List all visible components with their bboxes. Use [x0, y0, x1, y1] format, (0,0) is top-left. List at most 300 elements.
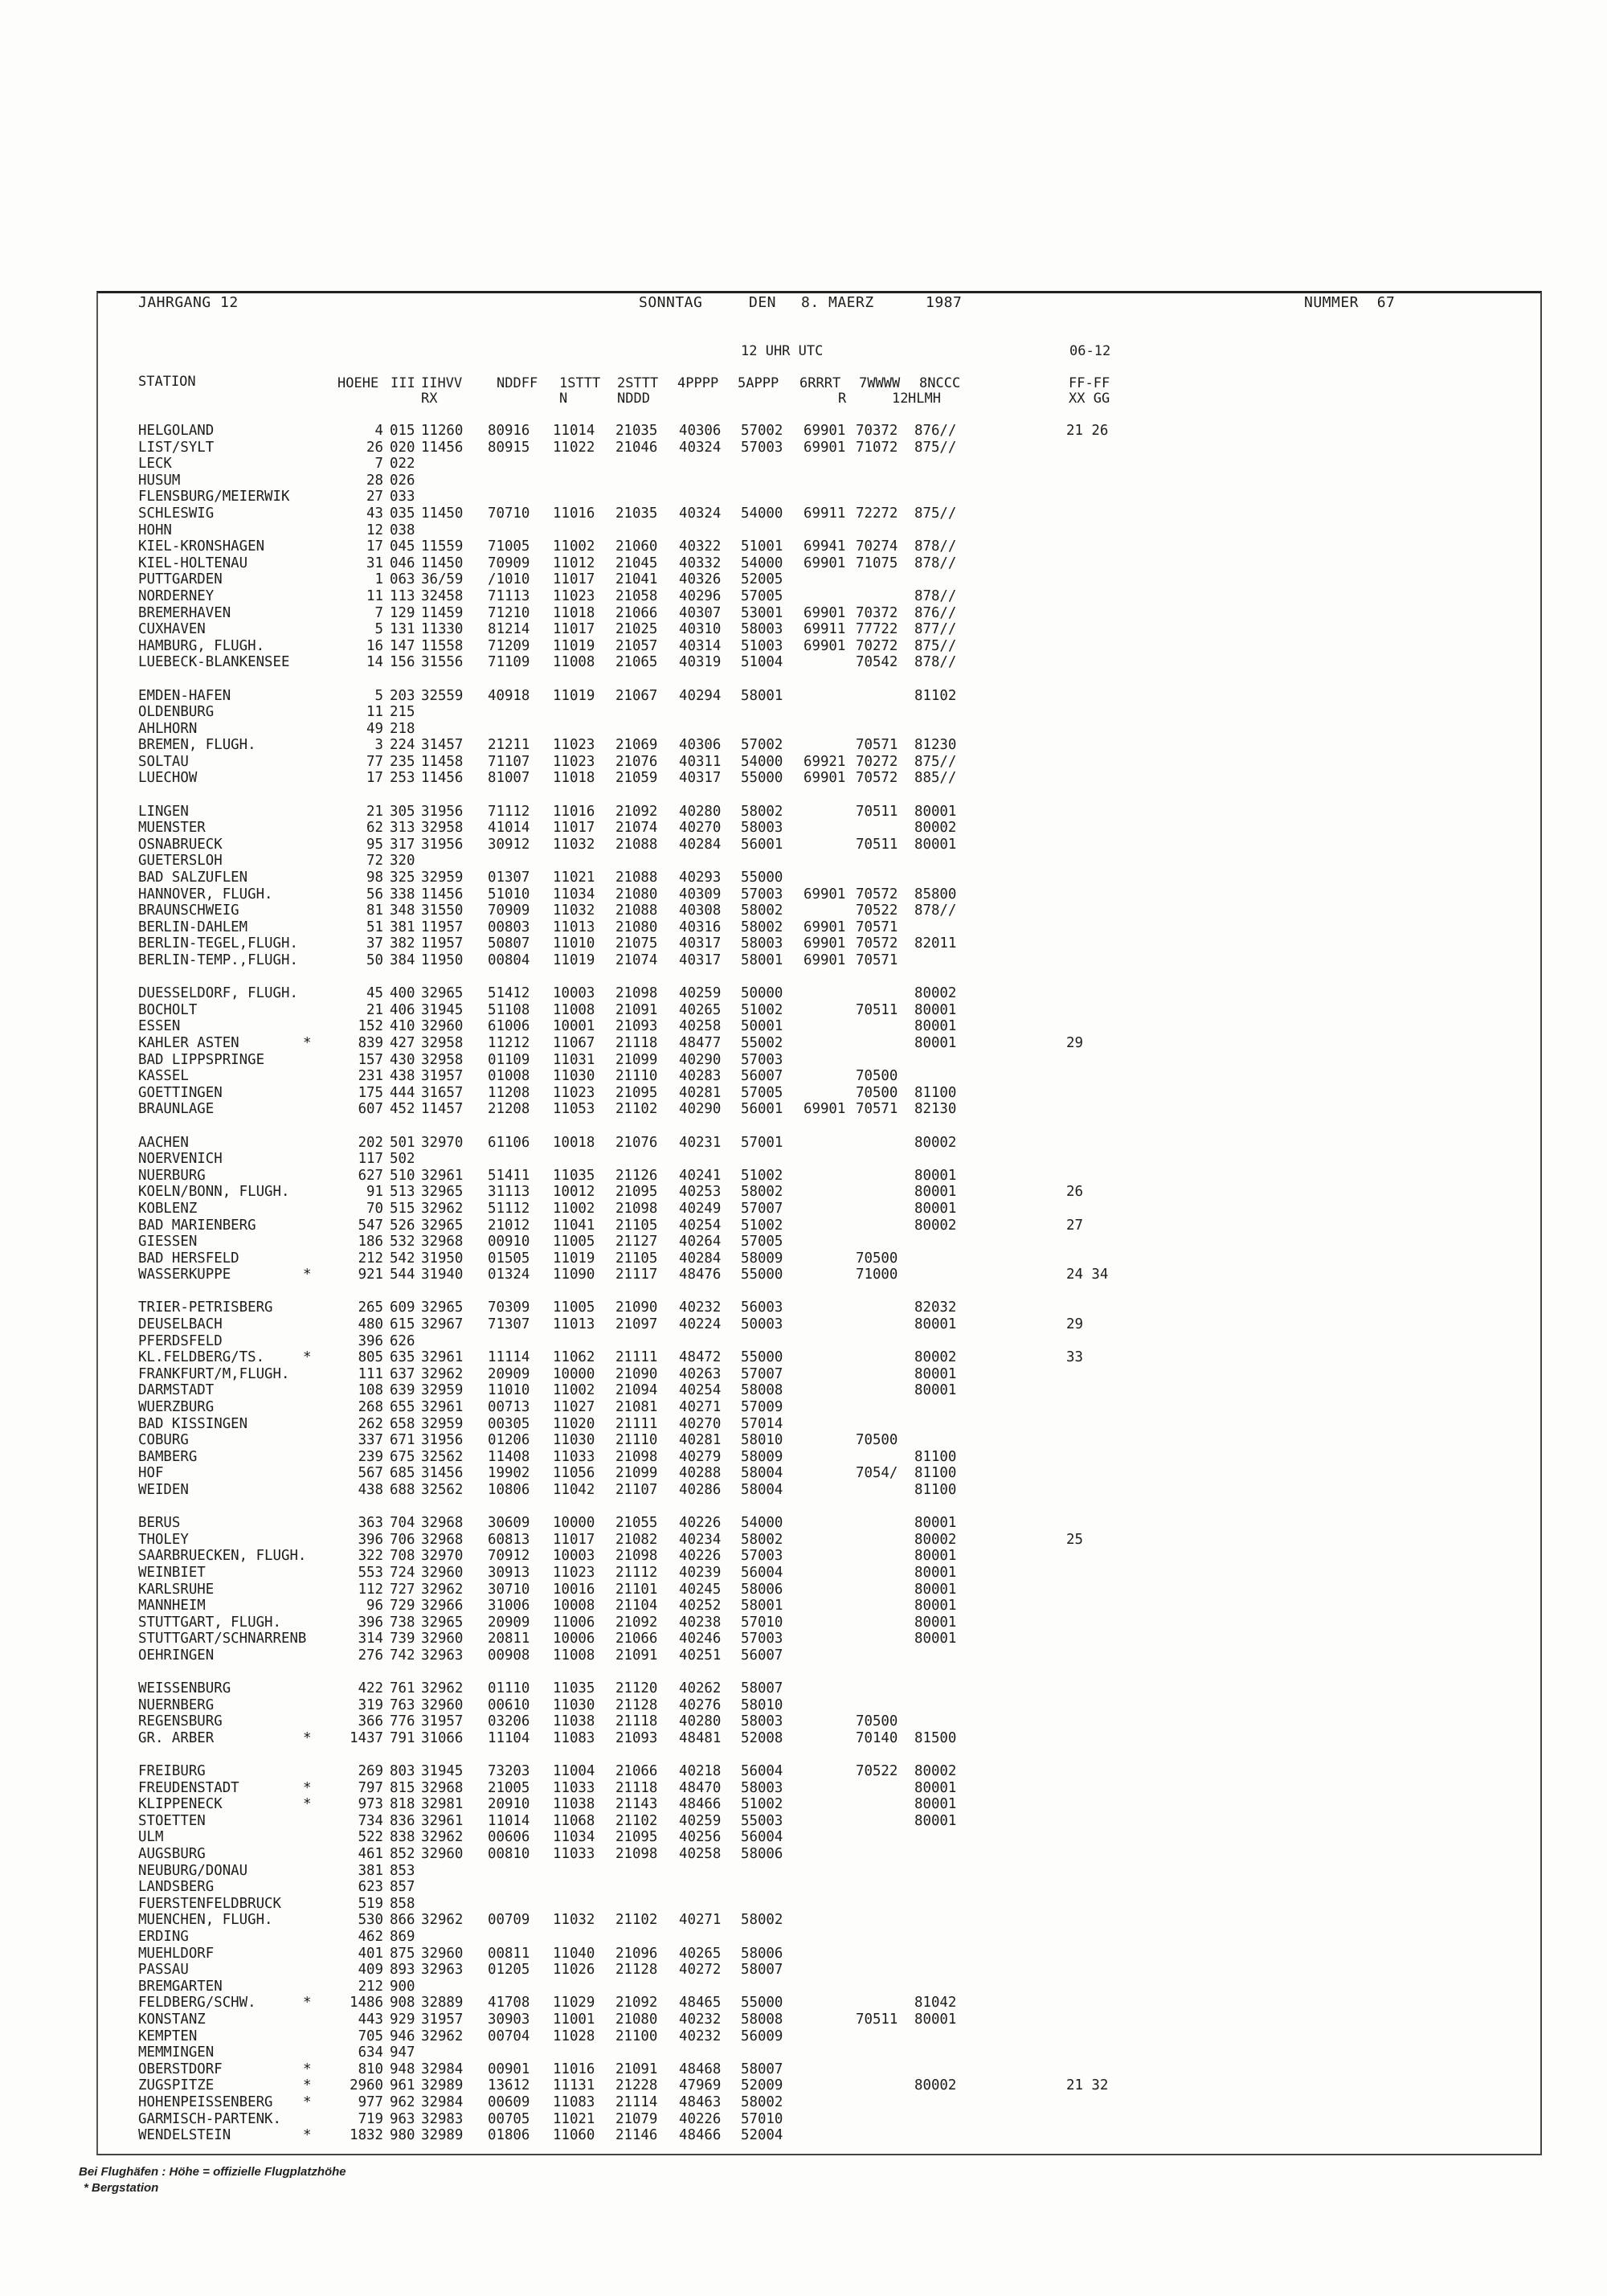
cell-iihvv: 32960 — [421, 1018, 464, 1035]
cell-5appp: 50001 — [741, 1018, 783, 1035]
cell-elevation: 26 — [366, 439, 383, 456]
cell-nddff: 00811 — [488, 1945, 530, 1962]
cell-station-id: 045 — [390, 538, 415, 555]
cell-elevation: 607 — [358, 1101, 383, 1118]
cell-elevation: 186 — [358, 1234, 383, 1250]
cell-station-id: 706 — [390, 1531, 415, 1548]
cell-station-name: NORDERNEY — [138, 587, 215, 604]
cell-nddff: /1010 — [488, 571, 530, 588]
cell-station-name: PASSAU — [138, 1962, 189, 1979]
cell-station-name: FELDBERG/SCHW. — [138, 1995, 256, 2012]
footnote-mountain-station: * Bergstation — [84, 2181, 159, 2195]
cell-1sttt: 11021 — [553, 870, 595, 886]
cell-station-id: 739 — [390, 1631, 415, 1647]
cell-station-name: HOHN — [138, 522, 172, 538]
cell-elevation: 70 — [366, 1200, 383, 1217]
cell-1sttt: 11019 — [553, 637, 595, 654]
cell-elevation: 12 — [366, 522, 383, 538]
cell-station-name: BERLIN-TEGEL,FLUGH. — [138, 935, 298, 952]
cell-station-name: NUERNBERG — [138, 1696, 215, 1713]
cell-nddff: 00713 — [488, 1399, 530, 1416]
cell-8nccc: 80002 — [914, 1531, 957, 1548]
cell-4pppp: 40281 — [679, 1084, 722, 1101]
cell-2sttt: 21067 — [615, 687, 658, 704]
cell-5appp: 51002 — [741, 1001, 783, 1018]
cell-2sttt: 21112 — [615, 1564, 658, 1581]
cell-4pppp: 40224 — [679, 1316, 722, 1333]
cell-nddff: 71109 — [488, 654, 530, 671]
cell-station-name: BREMEN, FLUGH. — [138, 737, 256, 754]
cell-station-name: TRIER-PETRISBERG — [138, 1299, 273, 1316]
cell-8nccc: 81230 — [914, 737, 957, 754]
cell-station-name: ESSEN — [138, 1018, 181, 1035]
cell-elevation: 212 — [358, 1250, 383, 1267]
cell-2sttt: 21102 — [615, 1912, 658, 1929]
cell-4pppp: 40249 — [679, 1200, 722, 1217]
cell-5appp: 55000 — [741, 1267, 783, 1283]
cell-ff-ff: 26 — [1066, 1184, 1083, 1201]
cell-6rrrt: 69901 — [804, 770, 846, 787]
cell-elevation: 443 — [358, 2012, 383, 2028]
cell-8nccc: 875// — [914, 505, 957, 522]
cell-nddff: 01008 — [488, 1068, 530, 1085]
cell-iihvv: 32970 — [421, 1134, 464, 1151]
cell-4pppp: 40256 — [679, 1829, 722, 1846]
cell-iihvv: 32559 — [421, 687, 464, 704]
cell-elevation: 705 — [358, 2028, 383, 2044]
cell-8nccc: 80001 — [914, 1184, 957, 1201]
cell-1sttt: 11023 — [553, 753, 595, 770]
cell-nddff: 51010 — [488, 886, 530, 902]
cell-5appp: 58006 — [741, 1581, 783, 1598]
cell-station-name: AACHEN — [138, 1134, 189, 1151]
cell-7wwww: 70500 — [856, 1713, 898, 1730]
cell-station-id: 063 — [390, 571, 415, 588]
cell-8nccc: 80001 — [914, 1200, 957, 1217]
cell-elevation: 117 — [358, 1151, 383, 1168]
cell-5appp: 56003 — [741, 1299, 783, 1316]
cell-nddff: 71113 — [488, 587, 530, 604]
cell-elevation: 623 — [358, 1879, 383, 1896]
cell-8nccc: 80001 — [914, 1812, 957, 1829]
cell-station-id: 946 — [390, 2028, 415, 2044]
cell-station-name: BAD HERSFELD — [138, 1250, 239, 1267]
cell-station-id: 727 — [390, 1581, 415, 1598]
cell-nddff: 21208 — [488, 1101, 530, 1118]
cell-iihvv: 32958 — [421, 1051, 464, 1068]
cell-5appp: 57005 — [741, 587, 783, 604]
cell-iihvv: 31950 — [421, 1250, 464, 1267]
cell-8nccc: 80001 — [914, 803, 957, 820]
cell-4pppp: 40264 — [679, 1234, 722, 1250]
cell-station-name: ZUGSPITZE — [138, 2077, 215, 2094]
cell-4pppp: 48477 — [679, 1034, 722, 1051]
cell-5appp: 58002 — [741, 803, 783, 820]
cell-6rrrt: 69901 — [804, 919, 846, 935]
cell-elevation: 567 — [358, 1465, 383, 1482]
cell-2sttt: 21093 — [615, 1729, 658, 1746]
cell-elevation: 49 — [366, 720, 383, 737]
cell-4pppp: 40271 — [679, 1399, 722, 1416]
cell-2sttt: 21088 — [615, 836, 658, 853]
cell-5appp: 57009 — [741, 1399, 783, 1416]
cell-4pppp: 40281 — [679, 1432, 722, 1449]
cell-iihvv: 32960 — [421, 1631, 464, 1647]
cell-station-id: 763 — [390, 1696, 415, 1713]
cell-station-name: HOF — [138, 1465, 164, 1482]
cell-2sttt: 21066 — [615, 604, 658, 621]
cell-5appp: 55000 — [741, 870, 783, 886]
cell-station-id: 948 — [390, 2061, 415, 2077]
cell-elevation: 16 — [366, 637, 383, 654]
cell-elevation: 276 — [358, 1647, 383, 1664]
cell-5appp: 50003 — [741, 1316, 783, 1333]
cell-station-name: ULM — [138, 1829, 164, 1846]
cell-nddff: 00704 — [488, 2028, 530, 2044]
cell-2sttt: 21094 — [615, 1382, 658, 1399]
cell-nddff: 00606 — [488, 1829, 530, 1846]
cell-station-name: BAD SALZUFLEN — [138, 870, 248, 886]
cell-8nccc: 878// — [914, 587, 957, 604]
cell-2sttt: 21104 — [615, 1598, 658, 1615]
cell-4pppp: 40290 — [679, 1051, 722, 1068]
cell-elevation: 77 — [366, 753, 383, 770]
cell-iihvv: 32562 — [421, 1482, 464, 1498]
cell-station-id: 046 — [390, 555, 415, 571]
cell-station-id: 776 — [390, 1713, 415, 1730]
cell-nddff: 73203 — [488, 1763, 530, 1780]
cell-nddff: 71107 — [488, 753, 530, 770]
cell-6rrrt: 69911 — [804, 621, 846, 638]
cell-station-id: 410 — [390, 1018, 415, 1035]
cell-8nccc: 885// — [914, 770, 957, 787]
cell-nddff: 71112 — [488, 803, 530, 820]
cell-2sttt: 21092 — [615, 1995, 658, 2012]
cell-2sttt: 21118 — [615, 1779, 658, 1796]
cell-8nccc: 81500 — [914, 1729, 957, 1746]
cell-iihvv: 32965 — [421, 1184, 464, 1201]
cell-2sttt: 21095 — [615, 1184, 658, 1201]
cell-station-id: 857 — [390, 1879, 415, 1896]
cell-4pppp: 40254 — [679, 1217, 722, 1234]
cell-5appp: 58003 — [741, 935, 783, 952]
cell-1sttt: 11023 — [553, 737, 595, 754]
cell-elevation: 1437 — [350, 1729, 383, 1746]
cell-station-name: LECK — [138, 456, 172, 473]
cell-nddff: 01806 — [488, 2127, 530, 2144]
cell-station-name: BERUS — [138, 1515, 181, 1532]
cell-station-id: 818 — [390, 1796, 415, 1813]
cell-2sttt: 21128 — [615, 1962, 658, 1979]
cell-6rrrt: 69901 — [804, 637, 846, 654]
cell-station-name: MANNHEIM — [138, 1598, 206, 1615]
cell-4pppp: 40218 — [679, 1763, 722, 1780]
cell-station-id: 929 — [390, 2012, 415, 2028]
cell-4pppp: 40232 — [679, 2028, 722, 2044]
cell-5appp: 51002 — [741, 1796, 783, 1813]
cell-5appp: 56001 — [741, 1101, 783, 1118]
cell-iihvv: 31957 — [421, 2012, 464, 2028]
cell-1sttt: 11005 — [553, 1299, 595, 1316]
cell-2sttt: 21101 — [615, 1581, 658, 1598]
cell-5appp: 56007 — [741, 1647, 783, 1664]
cell-4pppp: 48466 — [679, 1796, 722, 1813]
cell-elevation: 381 — [358, 1862, 383, 1879]
cell-nddff: 51411 — [488, 1167, 530, 1184]
cell-station-id: 704 — [390, 1515, 415, 1532]
cell-station-name: KOELN/BONN, FLUGH. — [138, 1184, 290, 1201]
cell-iihvv: 32962 — [421, 1200, 464, 1217]
cell-station-name: BAD KISSINGEN — [138, 1415, 248, 1432]
cell-station-name: COBURG — [138, 1432, 189, 1449]
cell-4pppp: 48468 — [679, 2061, 722, 2077]
cell-mountain-marker: * — [303, 1779, 312, 1796]
cell-1sttt: 11040 — [553, 1945, 595, 1962]
cell-7wwww: 70500 — [856, 1250, 898, 1267]
cell-8nccc: 80001 — [914, 1614, 957, 1631]
cell-iihvv: 32968 — [421, 1779, 464, 1796]
cell-mountain-marker: * — [303, 2127, 312, 2144]
cell-4pppp: 48481 — [679, 1729, 722, 1746]
cell-2sttt: 21076 — [615, 753, 658, 770]
cell-elevation: 396 — [358, 1332, 383, 1349]
cell-nddff: 00804 — [488, 952, 530, 968]
cell-station-id: 035 — [390, 505, 415, 522]
cell-8nccc: 80002 — [914, 1763, 957, 1780]
cell-mountain-marker: * — [303, 1995, 312, 2012]
cell-4pppp: 40288 — [679, 1465, 722, 1482]
cell-1sttt: 11019 — [553, 1250, 595, 1267]
cell-station-name: BERLIN-TEMP.,FLUGH. — [138, 952, 298, 968]
cell-4pppp: 40231 — [679, 1134, 722, 1151]
cell-nddff: 00910 — [488, 1234, 530, 1250]
cell-4pppp: 48476 — [679, 1267, 722, 1283]
cell-station-id: 761 — [390, 1680, 415, 1697]
cell-2sttt: 21076 — [615, 1134, 658, 1151]
cell-station-id: 742 — [390, 1647, 415, 1664]
cell-4pppp: 40311 — [679, 753, 722, 770]
cell-5appp: 51004 — [741, 654, 783, 671]
cell-1sttt: 11035 — [553, 1167, 595, 1184]
cell-6rrrt: 69911 — [804, 505, 846, 522]
cell-elevation: 21 — [366, 803, 383, 820]
cell-6rrrt: 69901 — [804, 423, 846, 439]
cell-2sttt: 21035 — [615, 423, 658, 439]
cell-5appp: 57005 — [741, 1084, 783, 1101]
cell-2sttt: 21066 — [615, 1763, 658, 1780]
cell-2sttt: 21127 — [615, 1234, 658, 1250]
cell-station-id: 853 — [390, 1862, 415, 1879]
cell-1sttt: 11013 — [553, 1316, 595, 1333]
cell-station-id: 313 — [390, 820, 415, 837]
cell-station-id: 544 — [390, 1267, 415, 1283]
cell-iihvv: 31456 — [421, 1465, 464, 1482]
cell-2sttt: 21060 — [615, 538, 658, 555]
cell-iihvv: 31957 — [421, 1713, 464, 1730]
cell-elevation: 50 — [366, 952, 383, 968]
cell-station-name: LANDSBERG — [138, 1879, 215, 1896]
cell-station-id: 510 — [390, 1167, 415, 1184]
cell-4pppp: 40326 — [679, 571, 722, 588]
cell-iihvv: 32962 — [421, 2028, 464, 2044]
cell-1sttt: 11062 — [553, 1349, 595, 1366]
cell-station-name: ERDING — [138, 1929, 189, 1946]
cell-station-id: 015 — [390, 423, 415, 439]
cell-1sttt: 11031 — [553, 1051, 595, 1068]
cell-iihvv: 31945 — [421, 1001, 464, 1018]
cell-5appp: 58002 — [741, 1531, 783, 1548]
cell-station-name: NUERBURG — [138, 1167, 206, 1184]
cell-5appp: 57007 — [741, 1200, 783, 1217]
cell-7wwww: 70500 — [856, 1084, 898, 1101]
cell-5appp: 57007 — [741, 1365, 783, 1382]
cell-2sttt: 21110 — [615, 1068, 658, 1085]
cell-station-name: AHLHORN — [138, 720, 198, 737]
cell-elevation: 734 — [358, 1812, 383, 1829]
cell-5appp: 55000 — [741, 1349, 783, 1366]
cell-5appp: 56001 — [741, 836, 783, 853]
date-label: 8. MAERZ — [801, 294, 874, 311]
cell-5appp: 58002 — [741, 1184, 783, 1201]
cell-station-name: MUEHLDORF — [138, 1945, 215, 1962]
cell-nddff: 20811 — [488, 1631, 530, 1647]
cell-2sttt: 21126 — [615, 1167, 658, 1184]
cell-station-id: 320 — [390, 853, 415, 870]
cell-iihvv: 32984 — [421, 2093, 464, 2110]
cell-7wwww: 70274 — [856, 538, 898, 555]
cell-2sttt: 21080 — [615, 2012, 658, 2028]
cell-8nccc: 80001 — [914, 1167, 957, 1184]
cell-1sttt: 11027 — [553, 1399, 595, 1416]
cell-5appp: 58003 — [741, 1713, 783, 1730]
cell-1sttt: 11038 — [553, 1796, 595, 1813]
col-8nccc-sub: HLMH — [908, 391, 941, 407]
cell-nddff: 01307 — [488, 870, 530, 886]
cell-2sttt: 21074 — [615, 952, 658, 968]
col-ff: FF-FF — [1069, 375, 1110, 391]
cell-2sttt: 21046 — [615, 439, 658, 456]
cell-4pppp: 40234 — [679, 1531, 722, 1548]
cell-nddff: 21012 — [488, 1217, 530, 1234]
cell-elevation: 366 — [358, 1713, 383, 1730]
cell-1sttt: 11016 — [553, 803, 595, 820]
col-4pppp: 4PPPP — [677, 375, 719, 391]
cell-4pppp: 40254 — [679, 1382, 722, 1399]
cell-8nccc: 875// — [914, 439, 957, 456]
cell-8nccc: 80001 — [914, 2012, 957, 2028]
col-station: STATION — [138, 374, 196, 390]
cell-2sttt: 21079 — [615, 2110, 658, 2127]
cell-elevation: 269 — [358, 1763, 383, 1780]
cell-1sttt: 11030 — [553, 1432, 595, 1449]
cell-elevation: 51 — [366, 919, 383, 935]
cell-ff-ff: 24 34 — [1066, 1267, 1109, 1283]
cell-5appp: 55002 — [741, 1034, 783, 1051]
cell-station-id: 452 — [390, 1101, 415, 1118]
cell-iihvv: 32961 — [421, 1167, 464, 1184]
cell-1sttt: 11090 — [553, 1267, 595, 1283]
cell-2sttt: 21105 — [615, 1250, 658, 1267]
cell-iihvv: 32963 — [421, 1962, 464, 1979]
cell-2sttt: 21058 — [615, 587, 658, 604]
cell-4pppp: 40263 — [679, 1365, 722, 1382]
cell-station-name: HELGOLAND — [138, 423, 215, 439]
cell-nddff: 03206 — [488, 1713, 530, 1730]
cell-station-name: DUESSELDORF, FLUGH. — [138, 985, 298, 1002]
cell-ff-ff: 27 — [1066, 1217, 1083, 1234]
cell-8nccc: 80001 — [914, 1365, 957, 1382]
cell-7wwww: 70572 — [856, 935, 898, 952]
cell-elevation: 202 — [358, 1134, 383, 1151]
cell-4pppp: 40283 — [679, 1068, 722, 1085]
cell-5appp: 58009 — [741, 1448, 783, 1465]
cell-8nccc: 80001 — [914, 1316, 957, 1333]
cell-4pppp: 40258 — [679, 1018, 722, 1035]
cell-station-name: CUXHAVEN — [138, 621, 206, 638]
cell-nddff: 00305 — [488, 1415, 530, 1432]
cell-7wwww: 70572 — [856, 770, 898, 787]
cell-station-name: BREMGARTEN — [138, 1978, 223, 1995]
col-8nccc: 8NCCC — [919, 375, 961, 391]
cell-elevation: 422 — [358, 1680, 383, 1697]
cell-7wwww: 70522 — [856, 902, 898, 919]
cell-iihvv: 11456 — [421, 770, 464, 787]
cell-nddff: 70710 — [488, 505, 530, 522]
cell-1sttt: 10000 — [553, 1365, 595, 1382]
cell-2sttt: 21111 — [615, 1415, 658, 1432]
cell-4pppp: 48463 — [679, 2093, 722, 2110]
cell-nddff: 31006 — [488, 1598, 530, 1615]
cell-2sttt: 21080 — [615, 886, 658, 902]
cell-iihvv: 11450 — [421, 505, 464, 522]
cell-8nccc: 876// — [914, 423, 957, 439]
cell-iihvv: 32458 — [421, 587, 464, 604]
cell-elevation: 480 — [358, 1316, 383, 1333]
cell-1sttt: 11021 — [553, 2110, 595, 2127]
cell-station-id: 253 — [390, 770, 415, 787]
cell-1sttt: 11008 — [553, 1001, 595, 1018]
cell-iihvv: 32984 — [421, 2061, 464, 2077]
cell-station-id: 852 — [390, 1846, 415, 1863]
cell-iihvv: 32959 — [421, 1415, 464, 1432]
cell-7wwww: 70500 — [856, 1432, 898, 1449]
cell-2sttt: 21090 — [615, 1365, 658, 1382]
cell-1sttt: 11030 — [553, 1696, 595, 1713]
cell-ff-ff: 25 — [1066, 1531, 1083, 1548]
cell-station-id: 729 — [390, 1598, 415, 1615]
cell-4pppp: 40232 — [679, 2012, 722, 2028]
cell-5appp: 57001 — [741, 1134, 783, 1151]
cell-station-name: PFERDSFELD — [138, 1332, 223, 1349]
cell-station-id: 980 — [390, 2127, 415, 2144]
cell-iihvv: 32962 — [421, 1912, 464, 1929]
cell-1sttt: 11008 — [553, 654, 595, 671]
cell-station-name: LINGEN — [138, 803, 189, 820]
col-6rrrt-sub: R — [838, 391, 847, 407]
cell-1sttt: 11060 — [553, 2127, 595, 2144]
cell-iihvv: 31945 — [421, 1763, 464, 1780]
cell-station-id: 838 — [390, 1829, 415, 1846]
cell-station-name: BAD MARIENBERG — [138, 1217, 256, 1234]
cell-iihvv: 32962 — [421, 1829, 464, 1846]
cell-2sttt: 21091 — [615, 1647, 658, 1664]
cell-station-id: 609 — [390, 1299, 415, 1316]
cell-1sttt: 11056 — [553, 1465, 595, 1482]
cell-4pppp: 40307 — [679, 604, 722, 621]
col-iihvv: IIHVV — [421, 375, 463, 391]
cell-5appp: 57002 — [741, 423, 783, 439]
cell-1sttt: 11016 — [553, 2061, 595, 2077]
